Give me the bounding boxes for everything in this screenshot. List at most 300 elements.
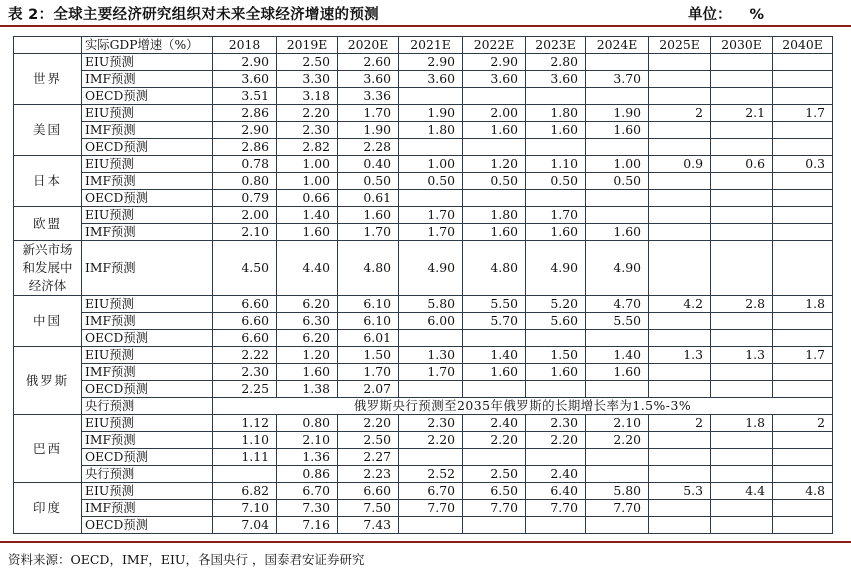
value-cell: 6.82 (213, 483, 277, 500)
value-cell: 0.3 (773, 156, 833, 173)
value-cell (399, 88, 463, 105)
value-cell (649, 88, 711, 105)
value-cell: 6.60 (213, 296, 277, 313)
value-cell (586, 88, 649, 105)
value-cell: 1.60 (338, 207, 399, 224)
year-header: 2040E (773, 37, 833, 54)
value-cell: 2.20 (586, 432, 649, 449)
value-cell: 2.20 (399, 432, 463, 449)
value-cell: 1.60 (463, 122, 526, 139)
source-cell: 央行预测 (82, 398, 213, 415)
table-row (14, 173, 833, 190)
table-row (14, 105, 833, 122)
value-cell (773, 241, 833, 296)
value-cell (711, 313, 773, 330)
value-cell: 6.70 (277, 483, 338, 500)
value-cell: 2.50 (277, 54, 338, 71)
value-cell: 1.80 (463, 207, 526, 224)
unit-value: % (749, 7, 765, 23)
value-cell: 2.8 (711, 296, 773, 313)
source-cell: IMF预测 (82, 122, 213, 139)
value-cell (773, 224, 833, 241)
value-cell: 4.70 (586, 296, 649, 313)
value-cell: 2.30 (526, 415, 586, 432)
year-header: 2023E (526, 37, 586, 54)
value-cell: 1.90 (338, 122, 399, 139)
table-row (14, 483, 833, 500)
value-cell: 1.60 (463, 224, 526, 241)
value-cell: 0.9 (649, 156, 711, 173)
year-header: 2018 (213, 37, 277, 54)
source-cell: IMF预测 (82, 364, 213, 381)
value-cell: 7.50 (338, 500, 399, 517)
value-cell: 2.10 (277, 432, 338, 449)
value-cell (711, 449, 773, 466)
value-cell: 2.50 (463, 466, 526, 483)
value-cell: 2.86 (213, 105, 277, 122)
value-cell: 1.60 (586, 122, 649, 139)
value-cell (711, 466, 773, 483)
table-row (14, 398, 833, 415)
year-header: 2019E (277, 37, 338, 54)
value-cell: 2.28 (338, 139, 399, 156)
table-row (14, 500, 833, 517)
value-cell: 1.20 (463, 156, 526, 173)
value-cell: 7.43 (338, 517, 399, 534)
table-row (14, 517, 833, 534)
source-cell: EIU预测 (82, 207, 213, 224)
value-cell: 7.10 (213, 500, 277, 517)
value-cell: 1.40 (277, 207, 338, 224)
value-cell: 3.60 (399, 71, 463, 88)
value-cell (773, 139, 833, 156)
value-cell: 5.20 (526, 296, 586, 313)
value-cell: 2.90 (399, 54, 463, 71)
table-row (14, 139, 833, 156)
table-row (14, 364, 833, 381)
year-header: 2020E (338, 37, 399, 54)
value-cell (213, 466, 277, 483)
value-cell: 1.3 (711, 347, 773, 364)
value-cell (586, 190, 649, 207)
table-title: 表 2：全球主要经济研究组织对未来全球经济增速的预测 (8, 7, 379, 23)
table-row (14, 71, 833, 88)
source-cell: OECD预测 (82, 88, 213, 105)
value-cell (463, 449, 526, 466)
value-cell (586, 449, 649, 466)
value-cell: 0.50 (463, 173, 526, 190)
value-cell: 1.00 (586, 156, 649, 173)
value-cell (586, 139, 649, 156)
value-cell: 4.40 (277, 241, 338, 296)
table-row (14, 432, 833, 449)
source-cell: OECD预测 (82, 139, 213, 156)
source-cell: OECD预测 (82, 330, 213, 347)
table-row (14, 449, 833, 466)
value-cell: 1.70 (399, 364, 463, 381)
value-cell: 0.50 (526, 173, 586, 190)
value-cell: 2.90 (463, 54, 526, 71)
value-cell: 1.7 (773, 347, 833, 364)
value-cell: 2.30 (277, 122, 338, 139)
value-cell: 4.80 (463, 241, 526, 296)
value-cell: 6.40 (526, 483, 586, 500)
table-row (14, 122, 833, 139)
table-row (14, 415, 833, 432)
country-cell: 美国 (14, 105, 82, 156)
value-cell: 2.20 (463, 432, 526, 449)
value-cell (463, 517, 526, 534)
value-cell (649, 500, 711, 517)
value-cell (711, 381, 773, 398)
value-cell (649, 139, 711, 156)
gdp-forecast-table (13, 36, 833, 534)
value-cell (649, 364, 711, 381)
value-cell: 4.90 (586, 241, 649, 296)
value-cell (649, 466, 711, 483)
source-cell: OECD预测 (82, 449, 213, 466)
value-cell (773, 54, 833, 71)
value-cell: 6.60 (213, 313, 277, 330)
value-cell: 2.00 (463, 105, 526, 122)
value-cell: 3.18 (277, 88, 338, 105)
value-cell: 6.60 (338, 483, 399, 500)
value-cell: 0.61 (338, 190, 399, 207)
source-cell: EIU预测 (82, 296, 213, 313)
table-row (14, 347, 833, 364)
value-cell: 4.8 (773, 483, 833, 500)
value-cell: 6.70 (399, 483, 463, 500)
value-cell: 0.80 (213, 173, 277, 190)
value-cell: 2.27 (338, 449, 399, 466)
value-cell: 4.90 (526, 241, 586, 296)
value-cell: 3.36 (338, 88, 399, 105)
value-cell: 6.20 (277, 330, 338, 347)
value-cell: 7.16 (277, 517, 338, 534)
value-cell: 1.80 (526, 105, 586, 122)
source-cell: EIU预测 (82, 105, 213, 122)
value-cell: 2.1 (711, 105, 773, 122)
value-cell (773, 381, 833, 398)
corner-cell (14, 37, 82, 54)
table-row (14, 330, 833, 347)
source-cell: IMF预测 (82, 432, 213, 449)
value-cell (711, 364, 773, 381)
source-cell: IMF预测 (82, 71, 213, 88)
value-cell (773, 207, 833, 224)
value-cell: 6.30 (277, 313, 338, 330)
value-cell: 1.70 (399, 224, 463, 241)
value-cell (463, 190, 526, 207)
value-cell (649, 517, 711, 534)
value-cell: 6.50 (463, 483, 526, 500)
value-cell (586, 381, 649, 398)
value-cell (649, 449, 711, 466)
source-cell: EIU预测 (82, 415, 213, 432)
value-cell (649, 122, 711, 139)
value-cell: 7.70 (526, 500, 586, 517)
value-cell: 1.20 (277, 347, 338, 364)
value-cell: 6.10 (338, 296, 399, 313)
table-row (14, 190, 833, 207)
value-cell: 1.70 (338, 224, 399, 241)
source-cell: OECD预测 (82, 381, 213, 398)
value-cell: 1.50 (526, 347, 586, 364)
value-cell: 3.70 (586, 71, 649, 88)
value-cell: 6.10 (338, 313, 399, 330)
value-cell: 4.80 (338, 241, 399, 296)
value-cell: 0.50 (338, 173, 399, 190)
value-cell: 1.90 (586, 105, 649, 122)
value-cell: 0.50 (586, 173, 649, 190)
header-row (14, 37, 833, 54)
year-header: 2025E (649, 37, 711, 54)
value-cell (773, 330, 833, 347)
value-cell: 2.82 (277, 139, 338, 156)
value-cell: 1.38 (277, 381, 338, 398)
value-cell: 2.90 (213, 54, 277, 71)
value-cell (526, 381, 586, 398)
value-cell: 1.30 (399, 347, 463, 364)
note-cell: 俄罗斯央行预测至2035年俄罗斯的长期增长率为1.5%-3% (213, 398, 833, 415)
value-cell: 1.60 (526, 364, 586, 381)
value-cell: 0.6 (711, 156, 773, 173)
value-cell: 2.10 (213, 224, 277, 241)
value-cell (711, 241, 773, 296)
country-cell: 欧盟 (14, 207, 82, 241)
table-row (14, 207, 833, 224)
country-cell: 日本 (14, 156, 82, 207)
value-cell (399, 449, 463, 466)
year-header: 2030E (711, 37, 773, 54)
country-cell: 中国 (14, 296, 82, 347)
value-cell (773, 432, 833, 449)
value-cell: 1.60 (526, 122, 586, 139)
value-cell: 1.70 (338, 105, 399, 122)
value-cell: 2 (649, 105, 711, 122)
value-cell (649, 207, 711, 224)
country-cell: 世界 (14, 54, 82, 105)
country-cell: 巴西 (14, 415, 82, 483)
value-cell (773, 500, 833, 517)
value-cell: 1.8 (711, 415, 773, 432)
value-cell (463, 381, 526, 398)
value-cell (711, 190, 773, 207)
value-cell (711, 330, 773, 347)
source-note: 资料来源：OECD，IMF，EIU，各国央行 ，国泰君安证券研究 (8, 552, 365, 567)
value-cell: 2.52 (399, 466, 463, 483)
value-cell: 1.40 (586, 347, 649, 364)
country-cell: 印度 (14, 483, 82, 534)
value-cell: 7.30 (277, 500, 338, 517)
value-cell (526, 190, 586, 207)
value-cell: 1.11 (213, 449, 277, 466)
value-cell: 1.80 (399, 122, 463, 139)
value-cell: 3.30 (277, 71, 338, 88)
value-cell: 3.60 (213, 71, 277, 88)
value-cell (711, 54, 773, 71)
source-cell: EIU预测 (82, 156, 213, 173)
value-cell (649, 54, 711, 71)
value-cell: 2 (773, 415, 833, 432)
value-cell (711, 88, 773, 105)
value-cell: 3.51 (213, 88, 277, 105)
value-cell (526, 449, 586, 466)
value-cell: 2.80 (526, 54, 586, 71)
table-row (14, 296, 833, 313)
value-cell: 2.10 (586, 415, 649, 432)
value-cell: 5.70 (463, 313, 526, 330)
value-cell (649, 190, 711, 207)
value-cell (526, 88, 586, 105)
value-cell (711, 517, 773, 534)
value-cell: 2.20 (277, 105, 338, 122)
table-row (14, 466, 833, 483)
value-cell: 0.78 (213, 156, 277, 173)
value-cell: 1.90 (399, 105, 463, 122)
title-row (8, 3, 788, 25)
value-cell (586, 54, 649, 71)
value-cell: 1.00 (277, 156, 338, 173)
value-cell: 1.70 (399, 207, 463, 224)
value-cell: 1.40 (463, 347, 526, 364)
value-cell: 2.40 (463, 415, 526, 432)
value-cell: 1.60 (463, 364, 526, 381)
value-cell: 0.79 (213, 190, 277, 207)
value-cell (711, 224, 773, 241)
source-cell: OECD预测 (82, 517, 213, 534)
value-cell: 2.90 (213, 122, 277, 139)
value-cell (649, 241, 711, 296)
value-cell (711, 500, 773, 517)
source-cell: IMF预测 (82, 173, 213, 190)
value-cell (649, 432, 711, 449)
value-cell (586, 517, 649, 534)
value-cell (649, 330, 711, 347)
value-cell: 6.00 (399, 313, 463, 330)
value-cell: 7.70 (586, 500, 649, 517)
source-cell: EIU预测 (82, 54, 213, 71)
value-cell: 5.50 (463, 296, 526, 313)
value-cell: 1.10 (526, 156, 586, 173)
table-row (14, 156, 833, 173)
value-cell (399, 330, 463, 347)
value-cell (711, 71, 773, 88)
value-cell (586, 466, 649, 483)
table-row (14, 313, 833, 330)
value-cell: 1.12 (213, 415, 277, 432)
value-cell: 1.60 (526, 224, 586, 241)
top-rule (0, 25, 851, 27)
value-cell: 4.4 (711, 483, 773, 500)
value-cell: 2.20 (338, 415, 399, 432)
value-cell: 7.04 (213, 517, 277, 534)
value-cell: 6.01 (338, 330, 399, 347)
value-cell (711, 207, 773, 224)
value-cell: 2.22 (213, 347, 277, 364)
value-cell: 4.50 (213, 241, 277, 296)
value-cell: 2.20 (526, 432, 586, 449)
value-cell: 2.30 (213, 364, 277, 381)
value-cell: 1.10 (213, 432, 277, 449)
source-cell: IMF预测 (82, 241, 213, 296)
value-cell (773, 173, 833, 190)
source-cell: IMF预测 (82, 224, 213, 241)
value-cell: 2.50 (338, 432, 399, 449)
source-cell: 央行预测 (82, 466, 213, 483)
source-cell: OECD预测 (82, 190, 213, 207)
value-cell: 1.00 (277, 173, 338, 190)
value-cell: 2 (649, 415, 711, 432)
value-cell: 4.90 (399, 241, 463, 296)
value-cell (773, 190, 833, 207)
value-cell: 0.50 (399, 173, 463, 190)
value-cell (399, 381, 463, 398)
value-cell (649, 224, 711, 241)
source-cell: EIU预测 (82, 347, 213, 364)
value-cell (711, 432, 773, 449)
table-row (14, 88, 833, 105)
value-cell (526, 517, 586, 534)
value-cell (711, 122, 773, 139)
value-cell: 1.7 (773, 105, 833, 122)
value-cell (586, 330, 649, 347)
value-cell (773, 449, 833, 466)
year-header: 2024E (586, 37, 649, 54)
value-cell: 1.60 (277, 224, 338, 241)
value-cell: 3.60 (526, 71, 586, 88)
value-cell (649, 381, 711, 398)
value-cell: 1.00 (399, 156, 463, 173)
value-cell: 1.8 (773, 296, 833, 313)
header-label: 实际GDP增速（%） (82, 37, 213, 54)
value-cell: 5.60 (526, 313, 586, 330)
value-cell: 3.60 (338, 71, 399, 88)
value-cell (773, 122, 833, 139)
value-cell: 2.07 (338, 381, 399, 398)
value-cell: 1.3 (649, 347, 711, 364)
value-cell: 1.60 (586, 364, 649, 381)
value-cell: 2.25 (213, 381, 277, 398)
table-row (14, 54, 833, 71)
value-cell (399, 517, 463, 534)
value-cell: 6.60 (213, 330, 277, 347)
value-cell: 1.70 (526, 207, 586, 224)
value-cell (773, 313, 833, 330)
value-cell: 2.86 (213, 139, 277, 156)
table-row (14, 224, 833, 241)
table-row (14, 381, 833, 398)
value-cell: 1.60 (277, 364, 338, 381)
value-cell: 0.80 (277, 415, 338, 432)
value-cell: 5.3 (649, 483, 711, 500)
value-cell: 5.80 (586, 483, 649, 500)
country-cell: 俄罗斯 (14, 347, 82, 415)
value-cell: 4.2 (649, 296, 711, 313)
value-cell (463, 88, 526, 105)
bottom-rule (0, 541, 851, 543)
value-cell: 2.00 (213, 207, 277, 224)
value-cell: 1.50 (338, 347, 399, 364)
unit-label (688, 3, 764, 24)
value-cell: 3.60 (463, 71, 526, 88)
value-cell (399, 139, 463, 156)
value-cell (773, 466, 833, 483)
value-cell (399, 190, 463, 207)
value-cell (773, 517, 833, 534)
value-cell (649, 173, 711, 190)
value-cell (773, 88, 833, 105)
